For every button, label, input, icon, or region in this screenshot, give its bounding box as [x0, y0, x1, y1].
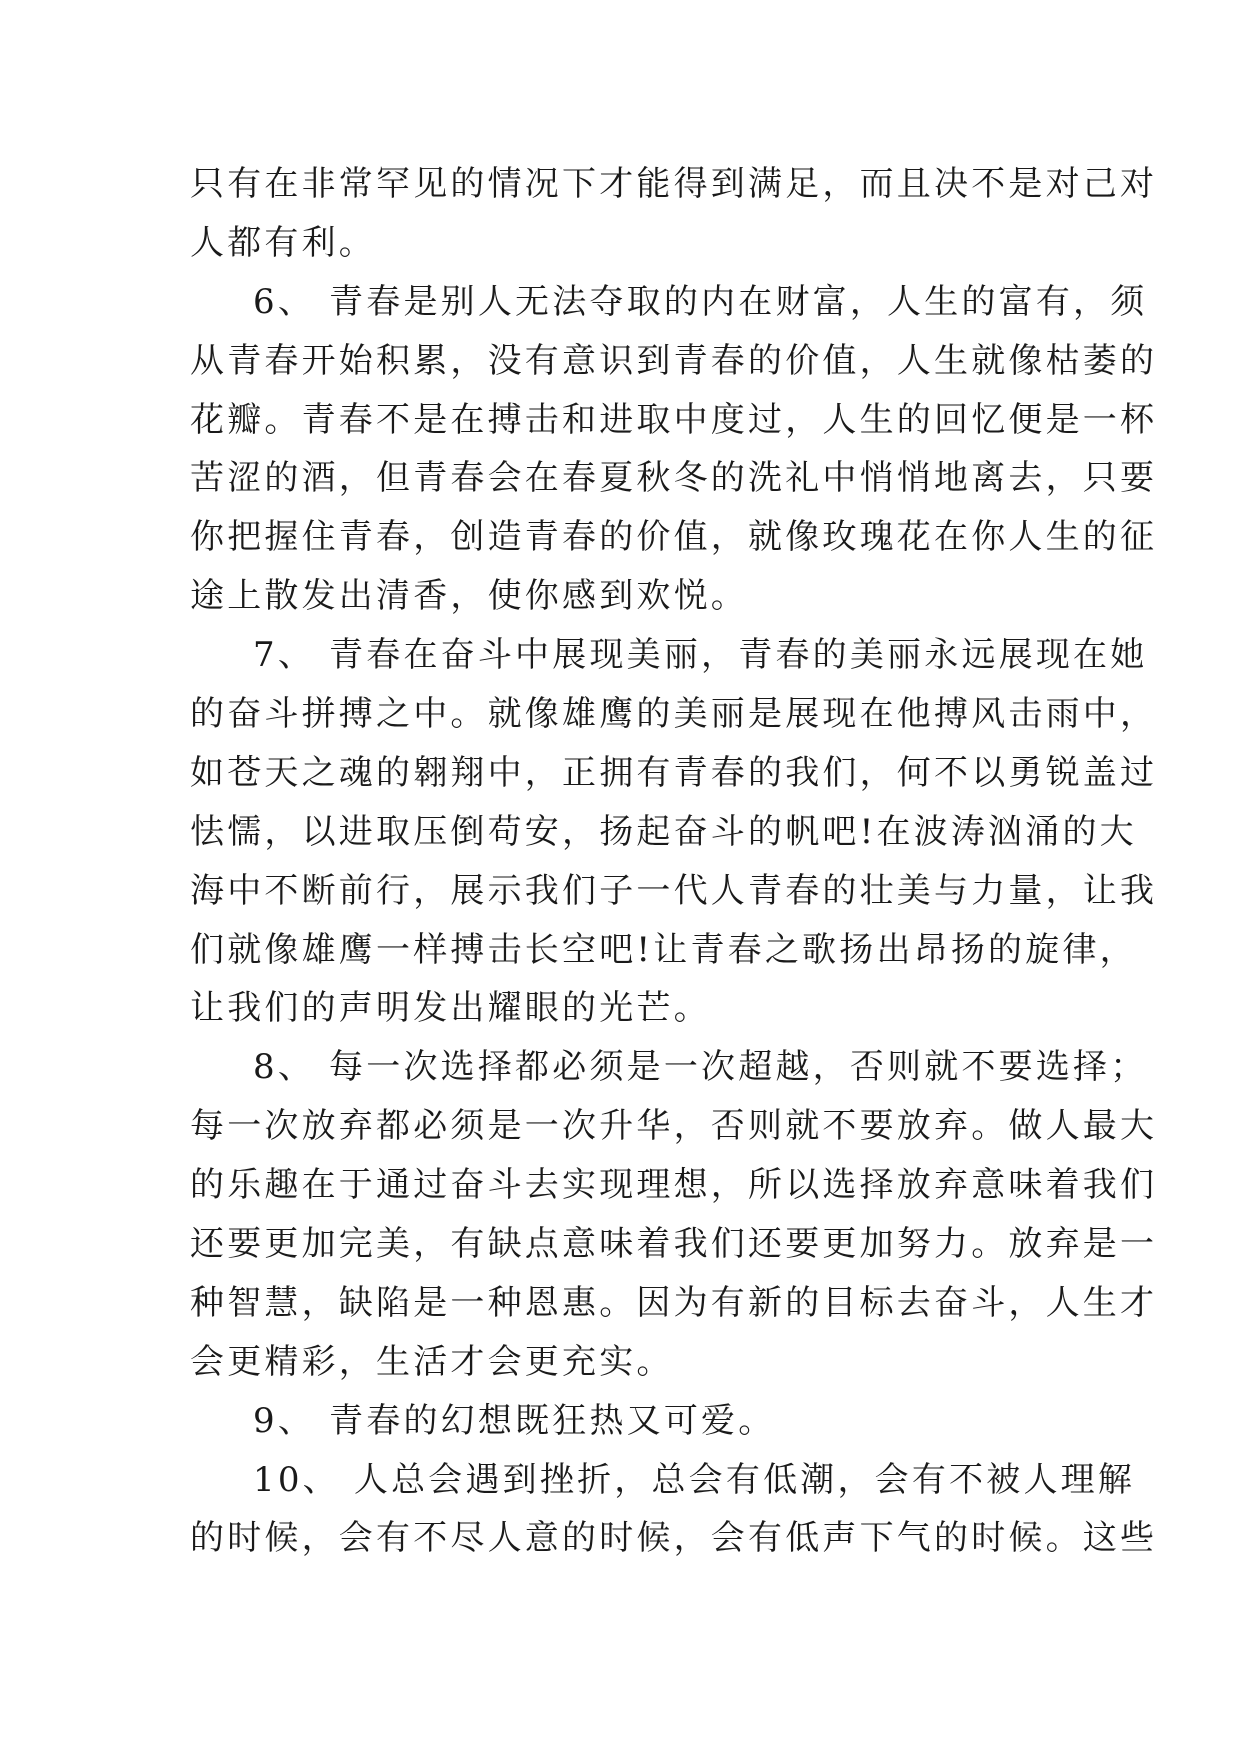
text-line: 从青春开始积累，没有意识到青春的价值，人生就像枯萎的 [190, 340, 1158, 381]
text-line: 10、 人总会遇到挫折，总会有低潮，会有不被人理解 [253, 1459, 1136, 1500]
text-line: 的时候，会有不尽人意的时候，会有低声下气的时候。这些 [190, 1518, 1158, 1559]
text-line: 种智慧，缺陷是一种恩惠。因为有新的目标去奋斗，人生才 [190, 1282, 1158, 1323]
text-line: 花瓣。青春不是在搏击和进取中度过，人生的回忆便是一杯 [190, 399, 1158, 440]
document-body [190, 155, 1158, 1568]
text-line: 8、 每一次选择都必须是一次超越，否则就不要选择； [253, 1047, 1148, 1088]
text-line: 途上散发出清香，使你感到欢悦。 [190, 576, 748, 617]
text-line: 让我们的声明发出耀眼的光芒。 [190, 988, 711, 1029]
text-line: 6、 青春是别人无法夺取的内在财富，人生的富有，须 [253, 281, 1148, 322]
text-line: 的乐趣在于通过奋斗去实现理想，所以选择放弃意味着我们 [190, 1165, 1158, 1206]
text-line: 你把握住青春，创造青春的价值，就像玫瑰花在你人生的征 [190, 517, 1158, 558]
text-line: 只有在非常罕见的情况下才能得到满足，而且决不是对己对 [190, 164, 1158, 204]
text-line: 每一次放弃都必须是一次升华，否则就不要放弃。做人最大 [190, 1106, 1158, 1147]
text-line: 海中不断前行，展示我们子一代人青春的壮美与力量，让我 [190, 870, 1158, 911]
text-line: 9、 青春的幻想既狂热又可爱。 [253, 1400, 776, 1441]
text-line: 7、 青春在奋斗中展现美丽，青春的美丽永远展现在她 [253, 635, 1148, 676]
text-line: 们就像雄鹰一样搏击长空吧!让青春之歌扬出昂扬的旋律， [190, 929, 1137, 970]
text-line: 的奋斗拼搏之中。就像雄鹰的美丽是展现在他搏风击雨中， [190, 694, 1158, 735]
text-line: 人都有利。 [190, 222, 376, 263]
text-line: 会更精彩，生活才会更充实。 [190, 1341, 674, 1382]
text-line: 还要更加完美，有缺点意味着我们还要更加努力。放弃是一 [190, 1224, 1158, 1265]
text-line: 苦涩的酒，但青春会在春夏秋冬的洗礼中悄悄地离去，只要 [190, 458, 1158, 499]
text-line: 如苍天之魂的翱翔中，正拥有青春的我们，何不以勇锐盖过 [190, 752, 1158, 793]
text-line: 怯懦，以进取压倒苟安，扬起奋斗的帆吧!在波涛汹涌的大 [190, 811, 1137, 852]
